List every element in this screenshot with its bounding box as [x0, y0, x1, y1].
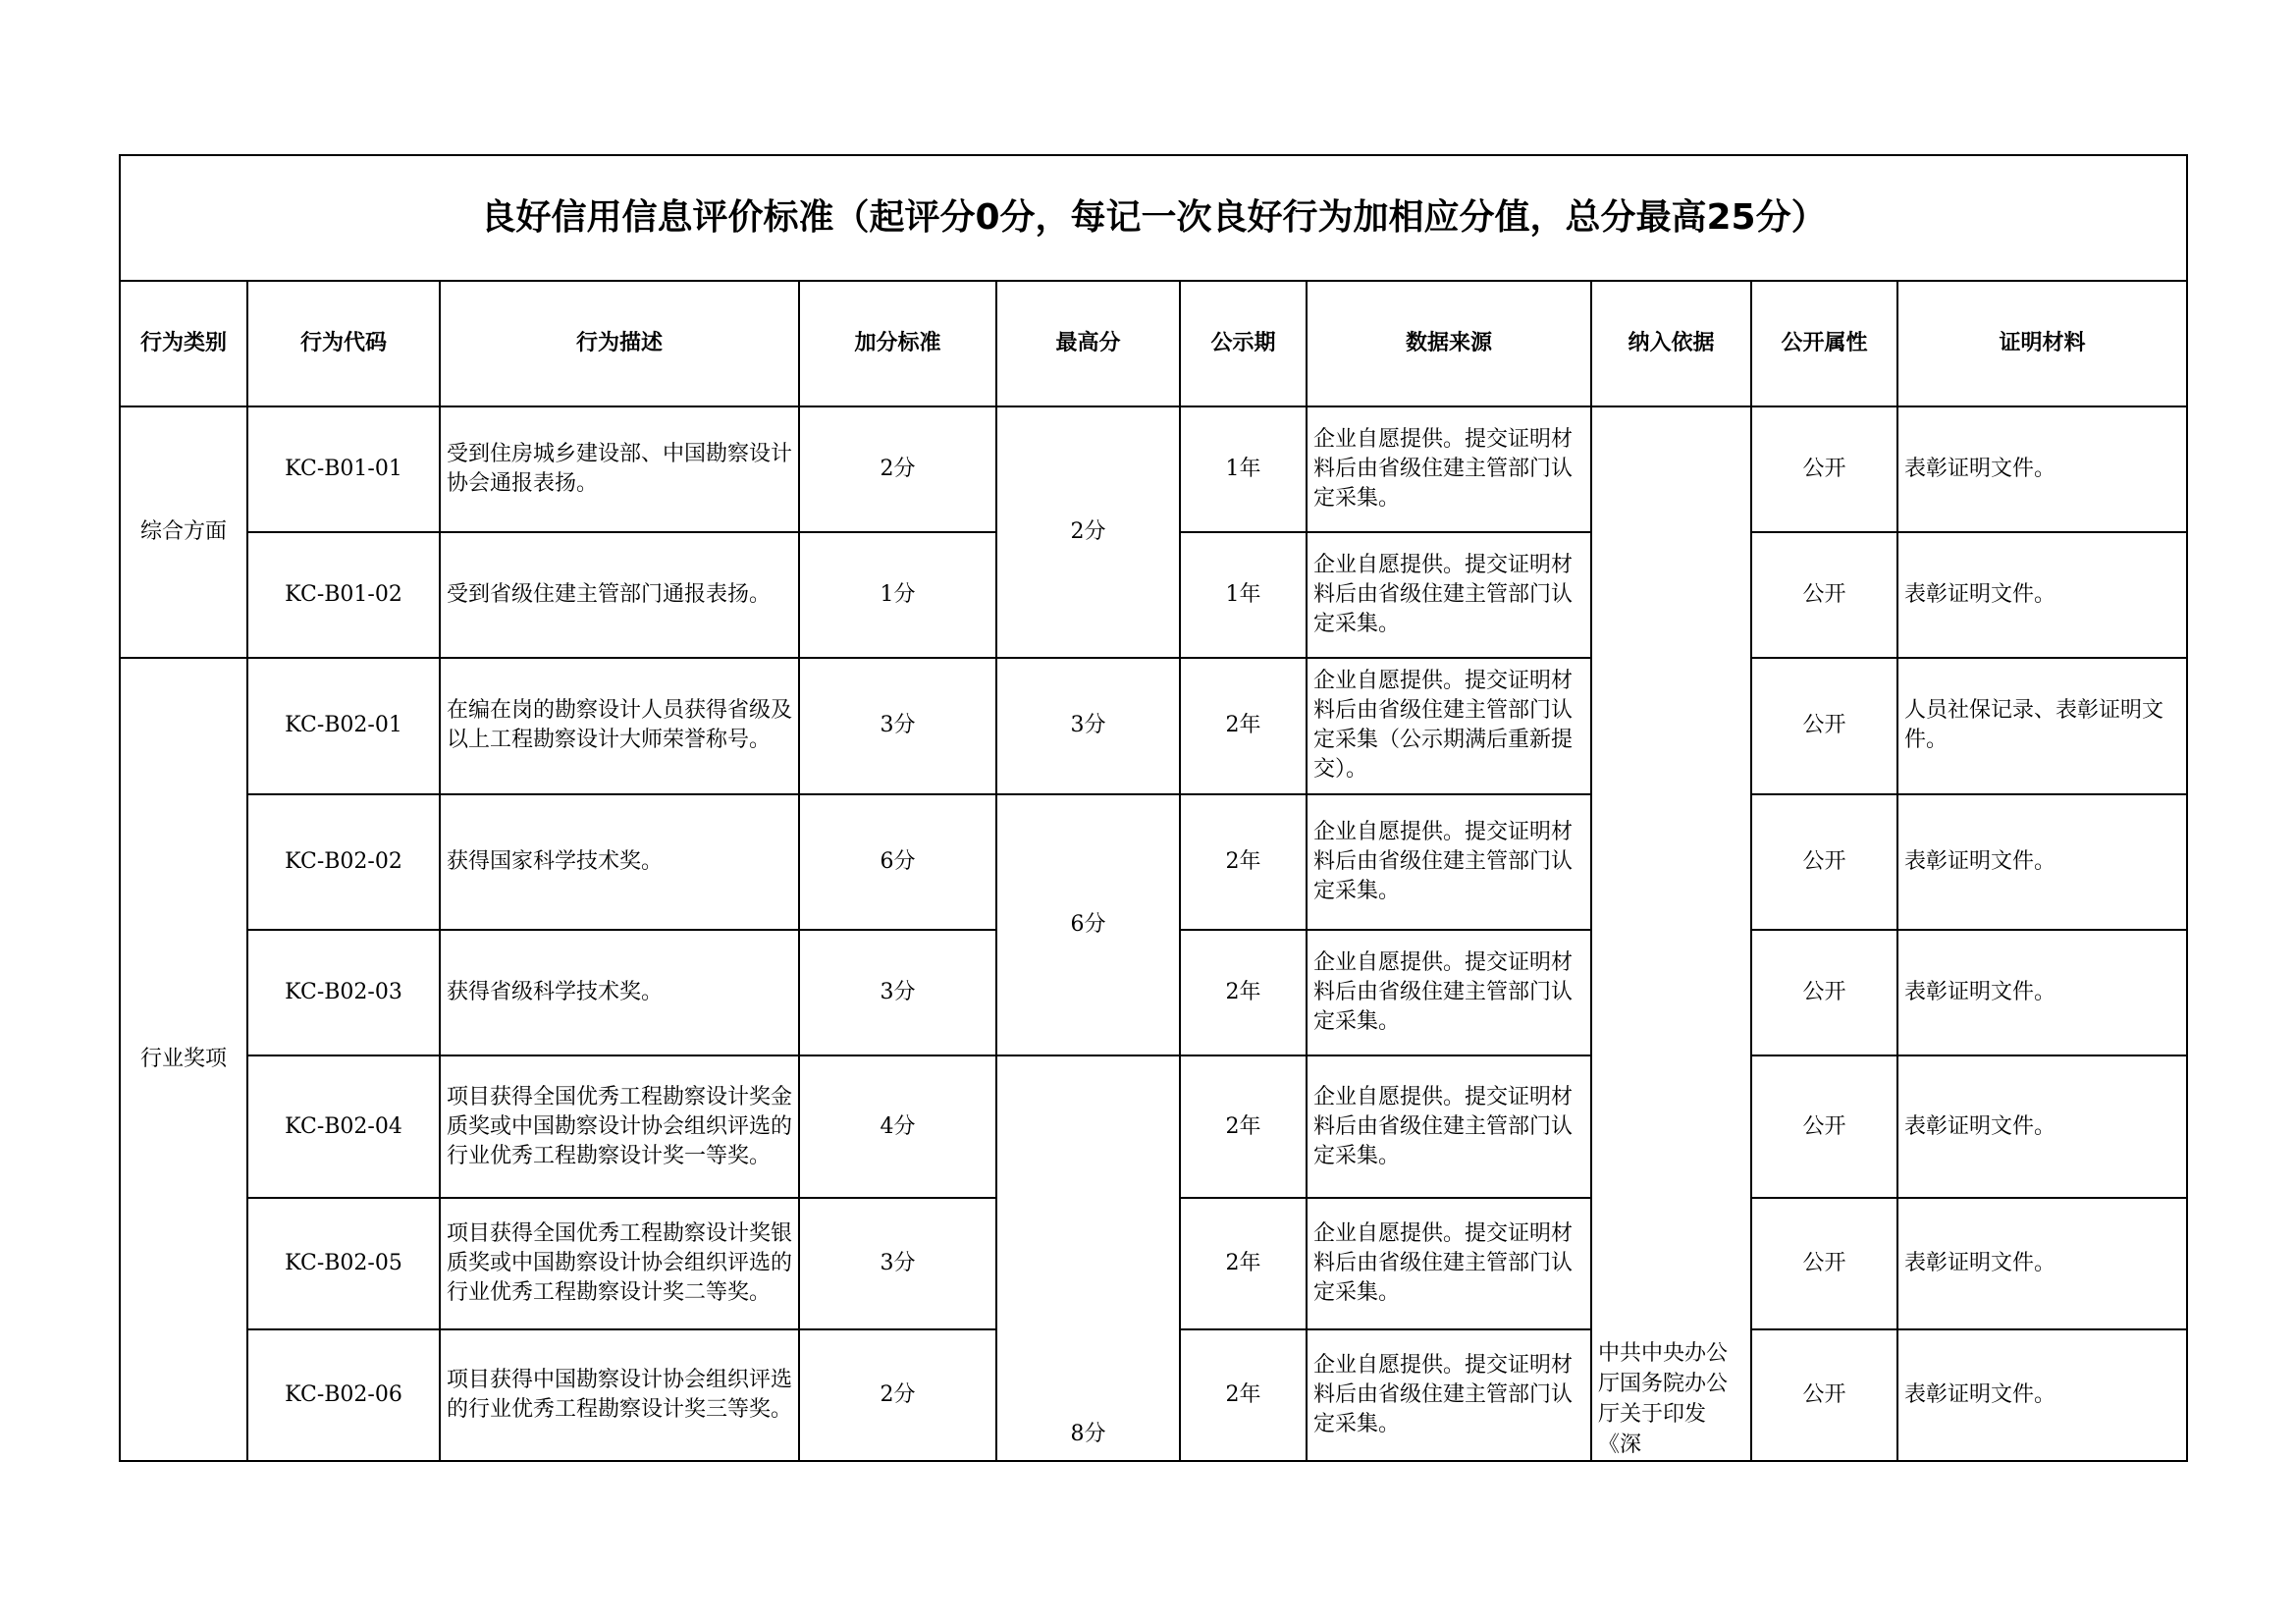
- source-cell: 企业自愿提供。提交证明材料后由省级住建主管部门认定采集。: [1307, 1198, 1591, 1329]
- period-cell: 1年: [1180, 406, 1307, 532]
- proof-cell: 表彰证明文件。: [1897, 1198, 2187, 1329]
- description-cell: 项目获得全国优秀工程勘察设计奖金质奖或中国勘察设计协会组织评选的行业优秀工程勘察设计奖一等奖。: [440, 1055, 799, 1198]
- description-cell: 项目获得中国勘察设计协会组织评选的行业优秀工程勘察设计奖三等奖。: [440, 1329, 799, 1461]
- source-cell: 企业自愿提供。提交证明材料后由省级住建主管部门认定采集。: [1307, 406, 1591, 532]
- period-cell: 1年: [1180, 532, 1307, 658]
- code-cell: KC-B02-04: [247, 1055, 440, 1198]
- score-cell: 6分: [799, 794, 996, 931]
- code-cell: KC-B01-02: [247, 532, 440, 658]
- open-cell: 公开: [1751, 406, 1897, 532]
- open-cell: 公开: [1751, 794, 1897, 931]
- period-cell: 2年: [1180, 1329, 1307, 1461]
- proof-cell: 表彰证明文件。: [1897, 794, 2187, 931]
- source-cell: 企业自愿提供。提交证明材料后由省级住建主管部门认定采集。: [1307, 1329, 1591, 1461]
- header-period: 公示期: [1180, 281, 1307, 406]
- description-cell: 在编在岗的勘察设计人员获得省级及以上工程勘察设计大师荣誉称号。: [440, 658, 799, 794]
- open-cell: 公开: [1751, 930, 1897, 1055]
- open-cell: 公开: [1751, 1055, 1897, 1198]
- period-cell: 2年: [1180, 1055, 1307, 1198]
- score-cell: 2分: [799, 406, 996, 532]
- source-cell: 企业自愿提供。提交证明材料后由省级住建主管部门认定采集。: [1307, 930, 1591, 1055]
- proof-cell: 人员社保记录、表彰证明文件。: [1897, 658, 2187, 794]
- table-row: [120, 794, 2187, 931]
- code-cell: KC-B02-01: [247, 658, 440, 794]
- description-cell: 获得省级科学技术奖。: [440, 930, 799, 1055]
- max-score-value: 8分: [1070, 1422, 1106, 1447]
- source-cell: 企业自愿提供。提交证明材料后由省级住建主管部门认定采集。: [1307, 532, 1591, 658]
- description-cell: 受到省级住建主管部门通报表扬。: [440, 532, 799, 658]
- open-cell: 公开: [1751, 1329, 1897, 1461]
- table-row: [120, 406, 2187, 532]
- score-cell: 2分: [799, 1329, 996, 1461]
- credit-standard-sheet: [119, 154, 2186, 1457]
- header-max-score: 最高分: [996, 281, 1180, 406]
- open-cell: 公开: [1751, 658, 1897, 794]
- header-open: 公开属性: [1751, 281, 1897, 406]
- proof-cell: 表彰证明文件。: [1897, 930, 2187, 1055]
- description-cell: 受到住房城乡建设部、中国勘察设计协会通报表扬。: [440, 406, 799, 532]
- proof-cell: 表彰证明文件。: [1897, 532, 2187, 658]
- score-cell: 1分: [799, 532, 996, 658]
- basis-text: 中共中央办公厅国务院办公厅关于印发《深: [1598, 1341, 1729, 1457]
- source-cell: 企业自愿提供。提交证明材料后由省级住建主管部门认定采集。: [1307, 1055, 1591, 1198]
- basis-cell: [1591, 406, 1751, 1461]
- header-category: 行为类别: [120, 281, 247, 406]
- period-cell: 2年: [1180, 658, 1307, 794]
- max-score-cell: 6分: [996, 794, 1180, 1056]
- source-cell: 企业自愿提供。提交证明材料后由省级住建主管部门认定采集。: [1307, 794, 1591, 931]
- table-row: [120, 658, 2187, 794]
- period-cell: 2年: [1180, 930, 1307, 1055]
- open-cell: 公开: [1751, 1198, 1897, 1329]
- open-cell: 公开: [1751, 532, 1897, 658]
- table-row: [120, 1055, 2187, 1198]
- max-score-cell: 3分: [996, 658, 1180, 794]
- category-cell: 综合方面: [120, 406, 247, 658]
- header-row: [120, 281, 2187, 406]
- category-cell: 行业奖项: [120, 658, 247, 1461]
- code-cell: KC-B02-03: [247, 930, 440, 1055]
- period-cell: 2年: [1180, 1198, 1307, 1329]
- score-cell: 3分: [799, 930, 996, 1055]
- header-code: 行为代码: [247, 281, 440, 406]
- table-title: 良好信用信息评价标准（起评分0分，每记一次良好行为加相应分值，总分最高25分）: [120, 155, 2187, 281]
- header-basis: 纳入依据: [1591, 281, 1751, 406]
- score-cell: 3分: [799, 658, 996, 794]
- period-cell: 2年: [1180, 794, 1307, 931]
- source-cell: 企业自愿提供。提交证明材料后由省级住建主管部门认定采集（公示期满后重新提交）。: [1307, 658, 1591, 794]
- description-cell: 项目获得全国优秀工程勘察设计奖银质奖或中国勘察设计协会组织评选的行业优秀工程勘察设计奖二等奖。: [440, 1198, 799, 1329]
- max-score-cell: [996, 1055, 1180, 1461]
- credit-standard-table: [119, 154, 2188, 1462]
- header-score: 加分标准: [799, 281, 996, 406]
- proof-cell: 表彰证明文件。: [1897, 1055, 2187, 1198]
- proof-cell: 表彰证明文件。: [1897, 1329, 2187, 1461]
- header-proof: 证明材料: [1897, 281, 2187, 406]
- description-cell: 获得国家科学技术奖。: [440, 794, 799, 931]
- header-source: 数据来源: [1307, 281, 1591, 406]
- header-description: 行为描述: [440, 281, 799, 406]
- max-score-cell: 2分: [996, 406, 1180, 658]
- score-cell: 4分: [799, 1055, 996, 1198]
- code-cell: KC-B02-06: [247, 1329, 440, 1461]
- score-cell: 3分: [799, 1198, 996, 1329]
- code-cell: KC-B02-02: [247, 794, 440, 931]
- code-cell: KC-B02-05: [247, 1198, 440, 1329]
- proof-cell: 表彰证明文件。: [1897, 406, 2187, 532]
- code-cell: KC-B01-01: [247, 406, 440, 532]
